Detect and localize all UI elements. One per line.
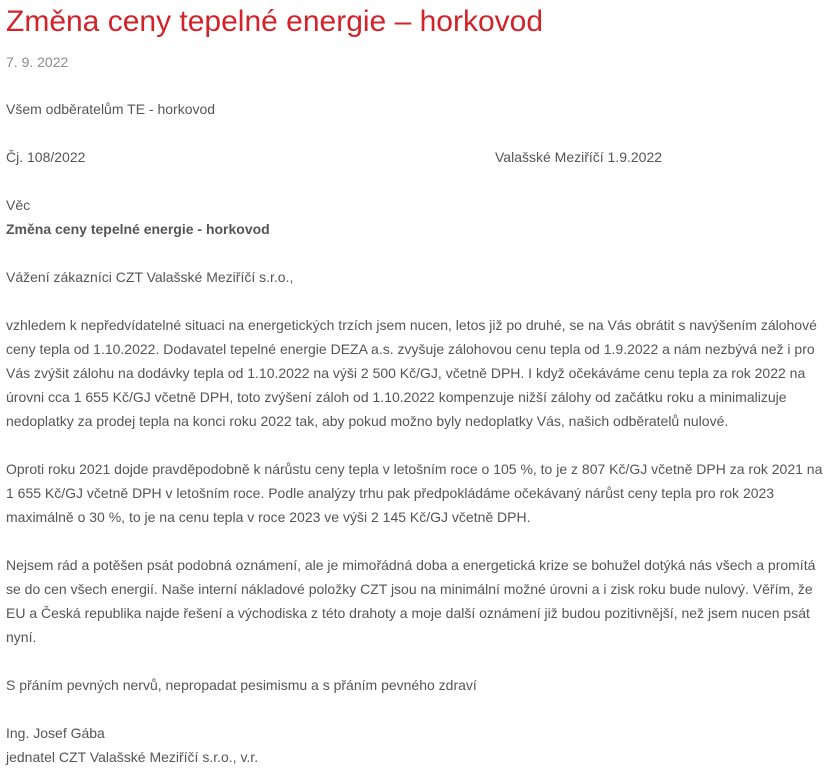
place-and-date: Valašské Meziříčí 1.9.2022 bbox=[495, 149, 663, 165]
reference-row bbox=[6, 145, 830, 169]
page-title: Změna ceny tepelné energie – horkovod bbox=[6, 5, 544, 38]
signature-role: jednatel CZT Valašské Meziříčí s.r.o., v.r. bbox=[6, 749, 259, 765]
reference-number: Čj. 108/2022 bbox=[6, 149, 86, 165]
closing: S přáním pevných nervů, nepropadat pesimismu a s přáním pevného zdraví bbox=[6, 677, 477, 693]
publish-date: 7. 9. 2022 bbox=[6, 54, 69, 70]
signature bbox=[6, 721, 830, 769]
subject-block bbox=[6, 193, 830, 241]
subject-text: Změna ceny tepelné energie - horkovod bbox=[6, 221, 270, 237]
paragraph-1: vzhledem k nepředvídatelné situaci na energetických trzích jsem nucen, letos již po druhé, se na Vás obrátit s navýšením zálohové ceny tepla od 1.10.2022. Dodavatel tepelné energie DEZA a.s. zvyšuje zálohovou cenu tepla od 1.9.2022 a nám nezbývá než i pro Vás zvýšit zálohu na dodávky tepla od 1.10.2022 na výši 2 500 Kč/GJ, včetně DPH. I když očekáváme cenu tepla za rok 2022 na úrovni cca 1 655 Kč/GJ včetně DPH, toto zvýšení záloh od 1.10.2022 kompenzuje nižší zálohy od začátku roku a minimalizuje nedoplatky za prodej tepla na konci roku 2022 tak, aby pokud možno byly nedoplatky Vás, našich odběratelů nulové. bbox=[6, 317, 817, 429]
paragraph-2: Oproti roku 2021 dojde pravděpodobně k nárůstu ceny tepla v letošním roce o 105 %, to je z 807 Kč/GJ včetně DPH za rok 2021 na 1 655 Kč/GJ včetně DPH v letošním roce. Podle analýzy trhu pak předpokládáme očekávaný nárůst ceny tepla pro rok 2023 maximálně o 30 %, to je na cenu tepla v roce 2023 ve výši 2 145 Kč/GJ včetně DPH. bbox=[6, 461, 823, 525]
article bbox=[0, 3, 836, 769]
signature-name: Ing. Josef Gába bbox=[6, 725, 105, 741]
salutation: Vážení zákazníci CZT Valašské Meziříčí s.r.o., bbox=[6, 269, 294, 285]
addressee: Všem odběratelům TE - horkovod bbox=[6, 101, 216, 117]
subject-label: Věc bbox=[6, 197, 31, 213]
paragraph-3: Nejsem rád a potěšen psát podobná oznámení, ale je mimořádná doba a energetická krize se bohužel dotýká nás všech a promítá se do cen všech energií. Naše interní nákladové položky CZT jsou na minimální možné úrovni a i zisk roku bude nulový. Věřím, že EU a Česká republika najde řešení a východiska z této drahoty a moje další oznámení již budou pozitivnější, než jsem nucen psát nyní. bbox=[6, 557, 816, 645]
